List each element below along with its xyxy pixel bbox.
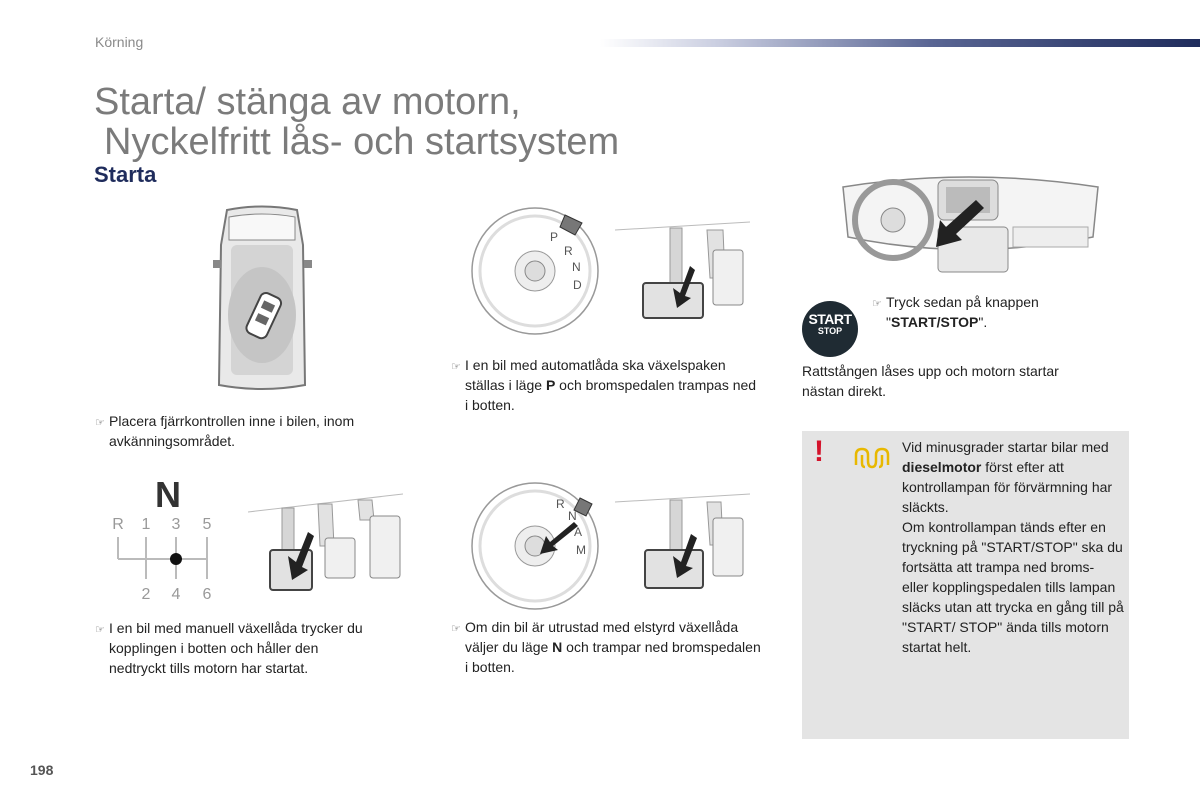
gear-4: 4 — [171, 586, 181, 603]
caption-automatic — [451, 355, 776, 415]
warning-text-2: Om kontrollampan tänds efter en tryckning på "START/STOP" ska du fortsätta att trampa ned broms- eller kopplingspedalen tills lampan släcks utan att trycka en gång till på "START/ STOP" ända tills motorn startat helt. — [902, 519, 1124, 655]
warning-note — [802, 431, 1129, 739]
caption-manual-text: I en bil med manuell växellåda trycker du kopplingen i botten och håller den nedtryckt tills motorn har startat. — [109, 620, 363, 676]
electric-selector-illustration — [470, 480, 605, 610]
selector-r: R — [564, 244, 573, 258]
warning-text — [902, 437, 1124, 657]
hand-pointer-icon: ☞ — [451, 361, 461, 373]
hand-pointer-icon: ☞ — [95, 417, 105, 429]
caption-remote-text: Placera fjärrkontrollen inne i bilen, inom avkänningsområdet. — [109, 413, 355, 449]
selector-electric-n: N — [568, 509, 577, 523]
header-bar — [600, 39, 1200, 47]
selector-electric-a: A — [574, 525, 583, 539]
caption-electric — [451, 617, 781, 677]
glow-plug-icon — [854, 447, 890, 469]
clutch-pedal-illustration — [248, 490, 403, 595]
gear-3: 3 — [171, 516, 181, 533]
stop-label: STOP — [817, 326, 843, 336]
warning-text-post: först efter att kontrollampan för förvärmning har släckts. — [902, 459, 1113, 515]
warning-text-bold: dieselmotor — [902, 459, 982, 475]
caption-electric-pre: Om din bil är utrustad med elstyrd växellåda väljer du läge — [465, 619, 739, 655]
car-top-view-illustration — [205, 205, 320, 395]
gear-n: N — [155, 475, 181, 515]
selector-d: D — [573, 278, 582, 292]
title-line-2: Nyckelfritt lås- och startsystem — [104, 121, 620, 163]
caption-result: Rattstången låses upp och motorn startar nästan direkt. — [802, 363, 1059, 399]
selector-p: P — [550, 230, 559, 244]
start-label: START — [808, 311, 852, 327]
hand-pointer-icon: ☞ — [95, 624, 105, 636]
gear-6: 6 — [202, 586, 212, 603]
manual-gear-diagram — [108, 475, 223, 605]
caption-electric-bold: N — [552, 639, 563, 655]
title-line-1: Starta/ stänga av motorn, — [94, 81, 521, 123]
selector-n: N — [572, 260, 581, 274]
caption-start-bold: START/STOP — [890, 314, 979, 330]
warning-text-pre: Vid minusgrader startar bilar med — [902, 439, 1109, 455]
caption-start-pre: Tryck sedan på knappen " — [886, 294, 1039, 330]
caption-automatic-pre: I en bil med automatlåda ska växelspaken ställas i läge — [465, 357, 726, 393]
caption-automatic-post: och bromspedalen trampas ned i botten. — [465, 377, 757, 413]
warning-icon: ! — [814, 435, 824, 468]
brake-pedal-electric-illustration — [615, 490, 750, 595]
gear-knob-position — [170, 553, 182, 565]
hand-pointer-icon: ☞ — [451, 623, 461, 635]
page-title — [94, 82, 619, 162]
gear-2: 2 — [141, 586, 151, 603]
caption-remote — [95, 411, 415, 451]
section-subtitle: Starta — [94, 162, 157, 187]
caption-electric-post: och trampar ned bromspedalen i botten. — [465, 639, 761, 675]
page-number: 198 — [30, 762, 54, 778]
caption-manual — [95, 618, 415, 678]
hand-pointer-icon: ☞ — [872, 298, 882, 310]
selector-electric-m: M — [576, 543, 586, 557]
dashboard-illustration — [838, 172, 1103, 282]
gear-1: 1 — [141, 516, 151, 533]
caption-start-post: ". — [978, 314, 988, 330]
caption-start — [872, 292, 1102, 332]
automatic-selector-illustration — [470, 205, 605, 335]
gear-5: 5 — [202, 516, 212, 533]
brake-pedal-illustration — [615, 218, 750, 323]
start-stop-button-icon — [802, 301, 858, 357]
section-label: Körning — [95, 34, 144, 50]
gear-r: R — [112, 516, 124, 533]
selector-electric-r: R — [556, 497, 565, 511]
caption-automatic-bold: P — [545, 377, 556, 393]
